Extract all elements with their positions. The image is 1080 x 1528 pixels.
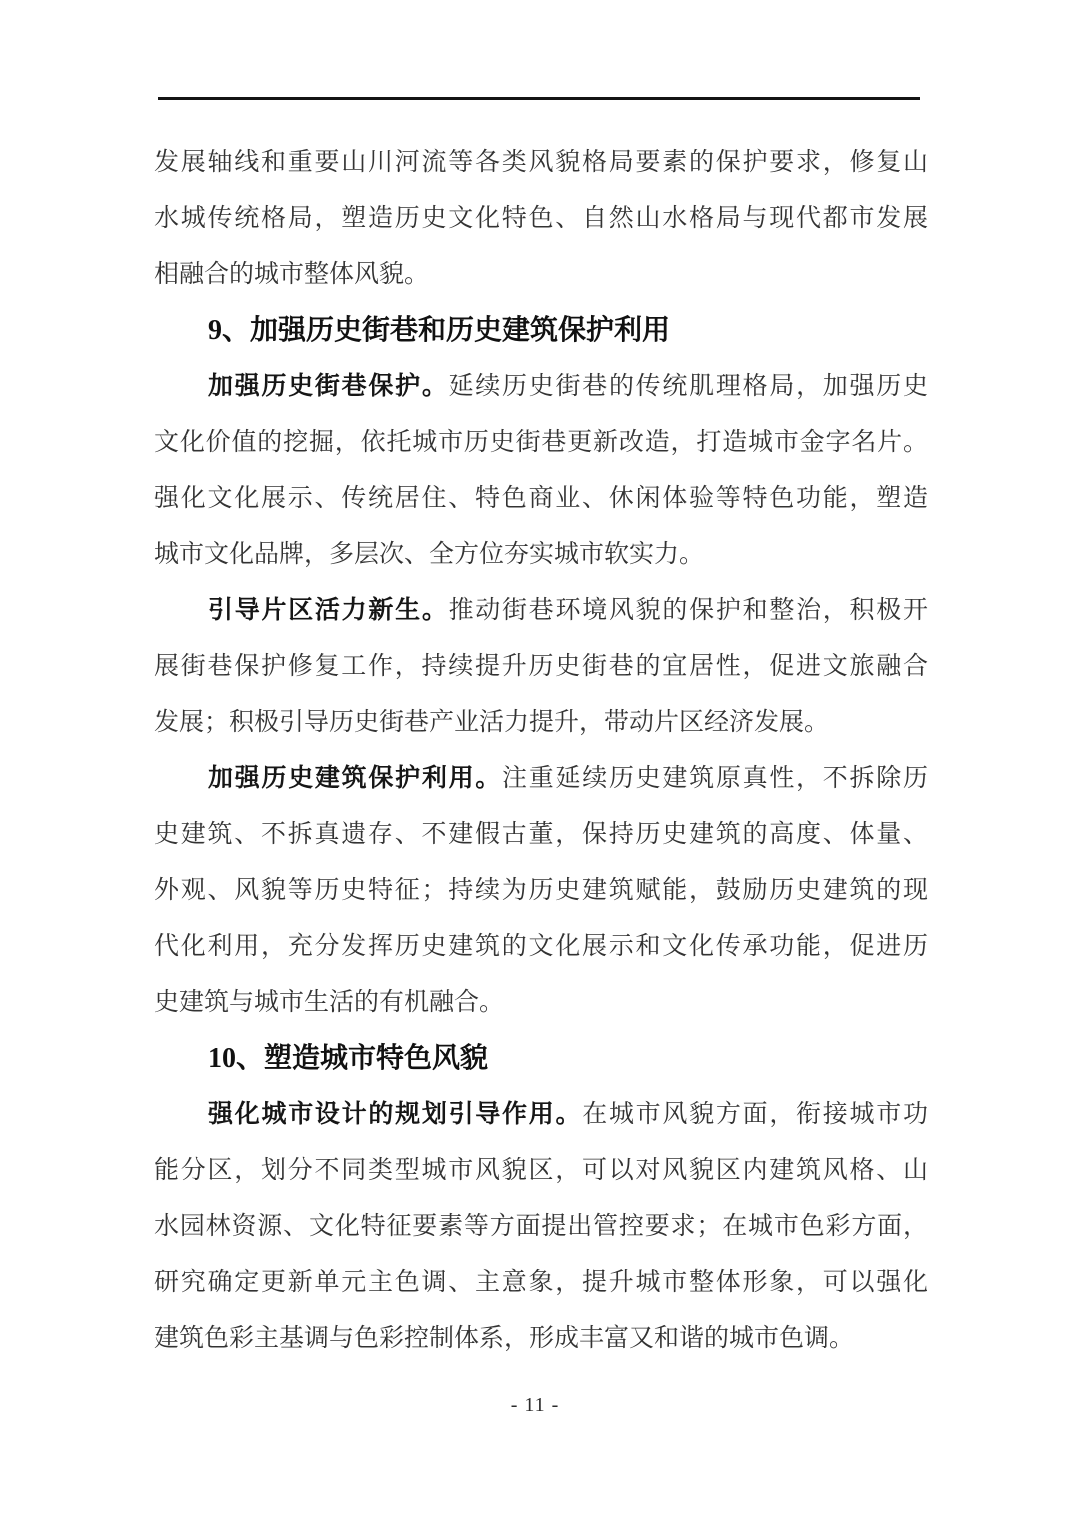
paragraph [154,583,928,751]
paragraph-line [154,1143,928,1199]
body-text: 文化价值的挖掘，依托城市历史街巷更新改造，打造城市金字名片。 [154,429,928,456]
body-text: 史建筑、不拆真遗存、不建假古董，保持历史建筑的高度、体量、 [154,821,928,848]
paragraph-line [154,751,928,807]
body-text: 展街巷保护修复工作，持续提升历史街巷的宜居性，促进文旅融合 [154,653,928,680]
page-number: - 11 - [510,1394,560,1416]
paragraph-line [154,695,928,751]
body-text: 建筑色彩主基调与色彩控制体系，形成丰富又和谐的城市色调。 [154,1325,855,1352]
paragraph [154,1087,928,1367]
body-text: 城市文化品牌，多层次、全方位夯实城市软实力。 [154,541,705,568]
paragraph-line [154,1255,928,1311]
header-rule [158,97,920,100]
body-text: 外观、风貌等历史特征；持续为历史建筑赋能，鼓励历史建筑的现 [154,877,928,904]
paragraph-line [154,975,928,1031]
paragraph-line [154,863,928,919]
paragraph-line [154,1311,928,1367]
body-text: 在城市风貌方面，衔接城市功 [582,1101,928,1128]
paragraph-line [154,471,928,527]
bold-lead-text: 加强历史建筑保护利用。 [208,765,503,792]
body-text: 能分区，划分不同类型城市风貌区，可以对风貌区内建筑风格、山 [154,1157,928,1184]
paragraph-line [154,247,928,303]
body-text: 发展；积极引导历史街巷产业活力提升，带动片区经济发展。 [154,709,830,736]
paragraph-line [154,639,928,695]
paragraph [154,359,928,583]
paragraph-line [154,583,928,639]
paragraph-line [154,415,928,471]
paragraph-line [154,1199,928,1255]
bold-lead-text: 引导片区活力新生。 [208,597,449,624]
paragraph-line [154,1087,928,1143]
document-body [154,135,928,1367]
bold-lead-text: 加强历史街巷保护。 [208,373,449,400]
body-text: 注重延续历史建筑原真性，不拆除历 [502,765,928,792]
body-text: 史建筑与城市生活的有机融合。 [154,989,505,1016]
paragraph [154,751,928,1031]
paragraph-line [154,191,928,247]
paragraph-line [154,807,928,863]
paragraph [154,135,928,303]
section-heading: 9、加强历史街巷和历史建筑保护利用 [208,315,671,346]
body-text: 推动街巷环境风貌的保护和整治，积极开 [448,597,928,624]
body-text: 发展轴线和重要山川河流等各类风貌格局要素的保护要求，修复山 [154,149,928,176]
body-text: 代化利用，充分发挥历史建筑的文化展示和文化传承功能，促进历 [154,933,928,960]
body-text: 相融合的城市整体风貌。 [154,261,430,288]
body-text: 水城传统格局，塑造历史文化特色、自然山水格局与现代都市发展 [154,205,928,232]
paragraph-line [154,135,928,191]
body-text: 水园林资源、文化特征要素等方面提出管控要求；在城市色彩方面， [154,1213,928,1240]
body-text: 延续历史街巷的传统肌理格局，加强历史 [448,373,928,400]
paragraph-line [154,359,928,415]
paragraph-line [154,527,928,583]
section-heading: 10、塑造城市特色风貌 [208,1043,489,1074]
body-text: 强化文化展示、传统居住、特色商业、休闲体验等特色功能，塑造 [154,485,928,512]
bold-lead-text: 强化城市设计的规划引导作用。 [208,1101,583,1128]
body-text: 研究确定更新单元主色调、主意象，提升城市整体形象，可以强化 [154,1269,928,1296]
paragraph-line [154,919,928,975]
